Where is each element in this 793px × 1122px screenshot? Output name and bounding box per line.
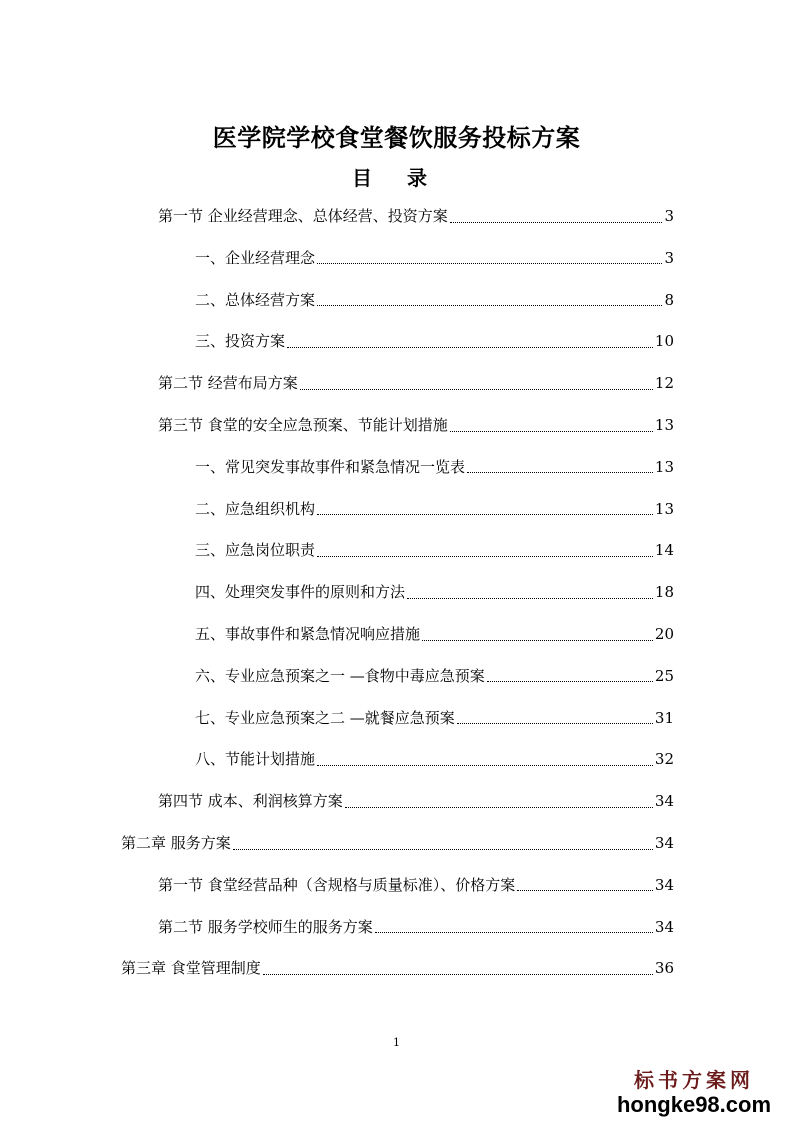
toc-dot-leader bbox=[467, 472, 653, 473]
toc-dot-leader bbox=[422, 640, 653, 641]
toc-entry[interactable] bbox=[195, 538, 674, 562]
toc-entry[interactable] bbox=[195, 664, 674, 688]
toc-entry-label: 二、总体经营方案 bbox=[195, 290, 316, 309]
toc-entry[interactable] bbox=[195, 246, 674, 270]
toc-entry-page: 36 bbox=[654, 959, 674, 978]
toc-dot-leader bbox=[407, 598, 653, 599]
toc-heading: 目 录 bbox=[352, 166, 441, 190]
toc-entry-page: 25 bbox=[654, 666, 674, 685]
toc-entry-page: 34 bbox=[654, 875, 674, 894]
toc-entry-label: 第二节 经营布局方案 bbox=[158, 374, 298, 393]
toc-dot-leader bbox=[287, 347, 653, 348]
toc-dot-leader bbox=[457, 723, 653, 724]
toc-entry[interactable] bbox=[158, 915, 674, 939]
toc-entry[interactable] bbox=[158, 371, 674, 395]
toc-entry-page: 34 bbox=[654, 792, 674, 811]
toc-entry[interactable] bbox=[158, 789, 674, 813]
watermark-url: hongke98.com bbox=[616, 1092, 772, 1117]
toc-entry-label: 一、企业经营理念 bbox=[195, 248, 316, 267]
toc-entry-page: 10 bbox=[654, 332, 674, 351]
toc-entry[interactable] bbox=[158, 413, 674, 437]
toc-entry-label: 七、专业应急预案之二 —就餐应急预案 bbox=[195, 708, 455, 727]
toc-entry[interactable] bbox=[195, 580, 674, 604]
toc-entry[interactable] bbox=[195, 288, 674, 312]
toc-entry-page: 18 bbox=[654, 583, 674, 602]
toc-entry-label: 第二章 服务方案 bbox=[121, 834, 231, 852]
toc-entry-label: 第四节 成本、利润核算方案 bbox=[158, 792, 343, 811]
toc-entry[interactable] bbox=[195, 455, 674, 479]
toc-dot-leader bbox=[317, 556, 653, 557]
toc-entry[interactable] bbox=[195, 747, 674, 771]
toc-entry-page: 12 bbox=[654, 374, 674, 393]
toc-dot-leader bbox=[317, 765, 653, 766]
toc-entry-label: 二、应急组织机构 bbox=[195, 499, 316, 518]
toc-dot-leader bbox=[450, 222, 663, 223]
toc-entry-label: 八、节能计划措施 bbox=[195, 750, 316, 769]
toc-entry-label: 第三节 食堂的安全应急预案、节能计划措施 bbox=[158, 416, 448, 434]
toc-entry-label: 第二节 服务学校师生的服务方案 bbox=[158, 917, 373, 936]
toc-dot-leader bbox=[450, 431, 653, 432]
toc-dot-leader bbox=[233, 849, 653, 850]
watermark bbox=[609, 1064, 779, 1117]
toc-entry[interactable] bbox=[195, 329, 674, 353]
toc-entry-page: 32 bbox=[654, 750, 674, 769]
toc-entry[interactable] bbox=[195, 622, 674, 646]
toc-entry-page: 34 bbox=[654, 917, 674, 936]
toc-entry[interactable] bbox=[121, 831, 674, 855]
toc-dot-leader bbox=[375, 932, 653, 933]
toc-entry-page: 20 bbox=[654, 625, 674, 643]
toc-entry-label: 一、常见突发事故事件和紧急情况一览表 bbox=[195, 457, 466, 476]
toc-entry-page: 34 bbox=[654, 834, 674, 852]
toc-entry-label: 三、应急岗位职责 bbox=[195, 541, 316, 560]
toc-entry[interactable] bbox=[195, 497, 674, 521]
toc-entry[interactable] bbox=[121, 956, 674, 980]
toc-dot-leader bbox=[517, 890, 653, 891]
toc-entry-label: 第一节 企业经营理念、总体经营、投资方案 bbox=[158, 207, 448, 225]
toc-entry-page: 14 bbox=[654, 541, 674, 560]
toc-entry[interactable] bbox=[195, 706, 674, 730]
toc-entry-label: 三、投资方案 bbox=[195, 332, 286, 351]
toc-dot-leader bbox=[263, 974, 653, 975]
toc-entry-page: 31 bbox=[654, 708, 674, 727]
toc-entry-label: 第三章 食堂管理制度 bbox=[121, 959, 261, 978]
watermark-site-name: 标书方案网 bbox=[634, 1068, 754, 1092]
toc-entry-label: 六、专业应急预案之一 —食物中毒应急预案 bbox=[195, 666, 485, 685]
document-title: 医学院学校食堂餐饮服务投标方案 bbox=[212, 124, 581, 152]
toc-entry-page: 3 bbox=[664, 248, 674, 267]
toc-dot-leader bbox=[317, 263, 662, 264]
toc-entry-page: 13 bbox=[654, 416, 674, 434]
toc-entry-page: 13 bbox=[654, 499, 674, 518]
toc-dot-leader bbox=[487, 681, 653, 682]
page-number: 1 bbox=[393, 1036, 400, 1049]
toc-entry-page: 3 bbox=[664, 207, 674, 225]
toc-dot-leader bbox=[300, 389, 653, 390]
toc-dot-leader bbox=[317, 514, 653, 515]
toc-entry-page: 8 bbox=[664, 290, 674, 309]
toc-entry[interactable] bbox=[158, 204, 674, 228]
toc-entry[interactable] bbox=[158, 873, 674, 897]
toc-dot-leader bbox=[345, 807, 653, 808]
toc-entry-label: 四、处理突发事件的原则和方法 bbox=[195, 583, 406, 602]
toc-entry-page: 13 bbox=[654, 457, 674, 476]
toc-entry-label: 第一节 食堂经营品种（含规格与质量标准）、价格方案 bbox=[158, 875, 516, 894]
toc-dot-leader bbox=[317, 305, 662, 306]
toc-entry-label: 五、事故事件和紧急情况响应措施 bbox=[195, 625, 421, 643]
